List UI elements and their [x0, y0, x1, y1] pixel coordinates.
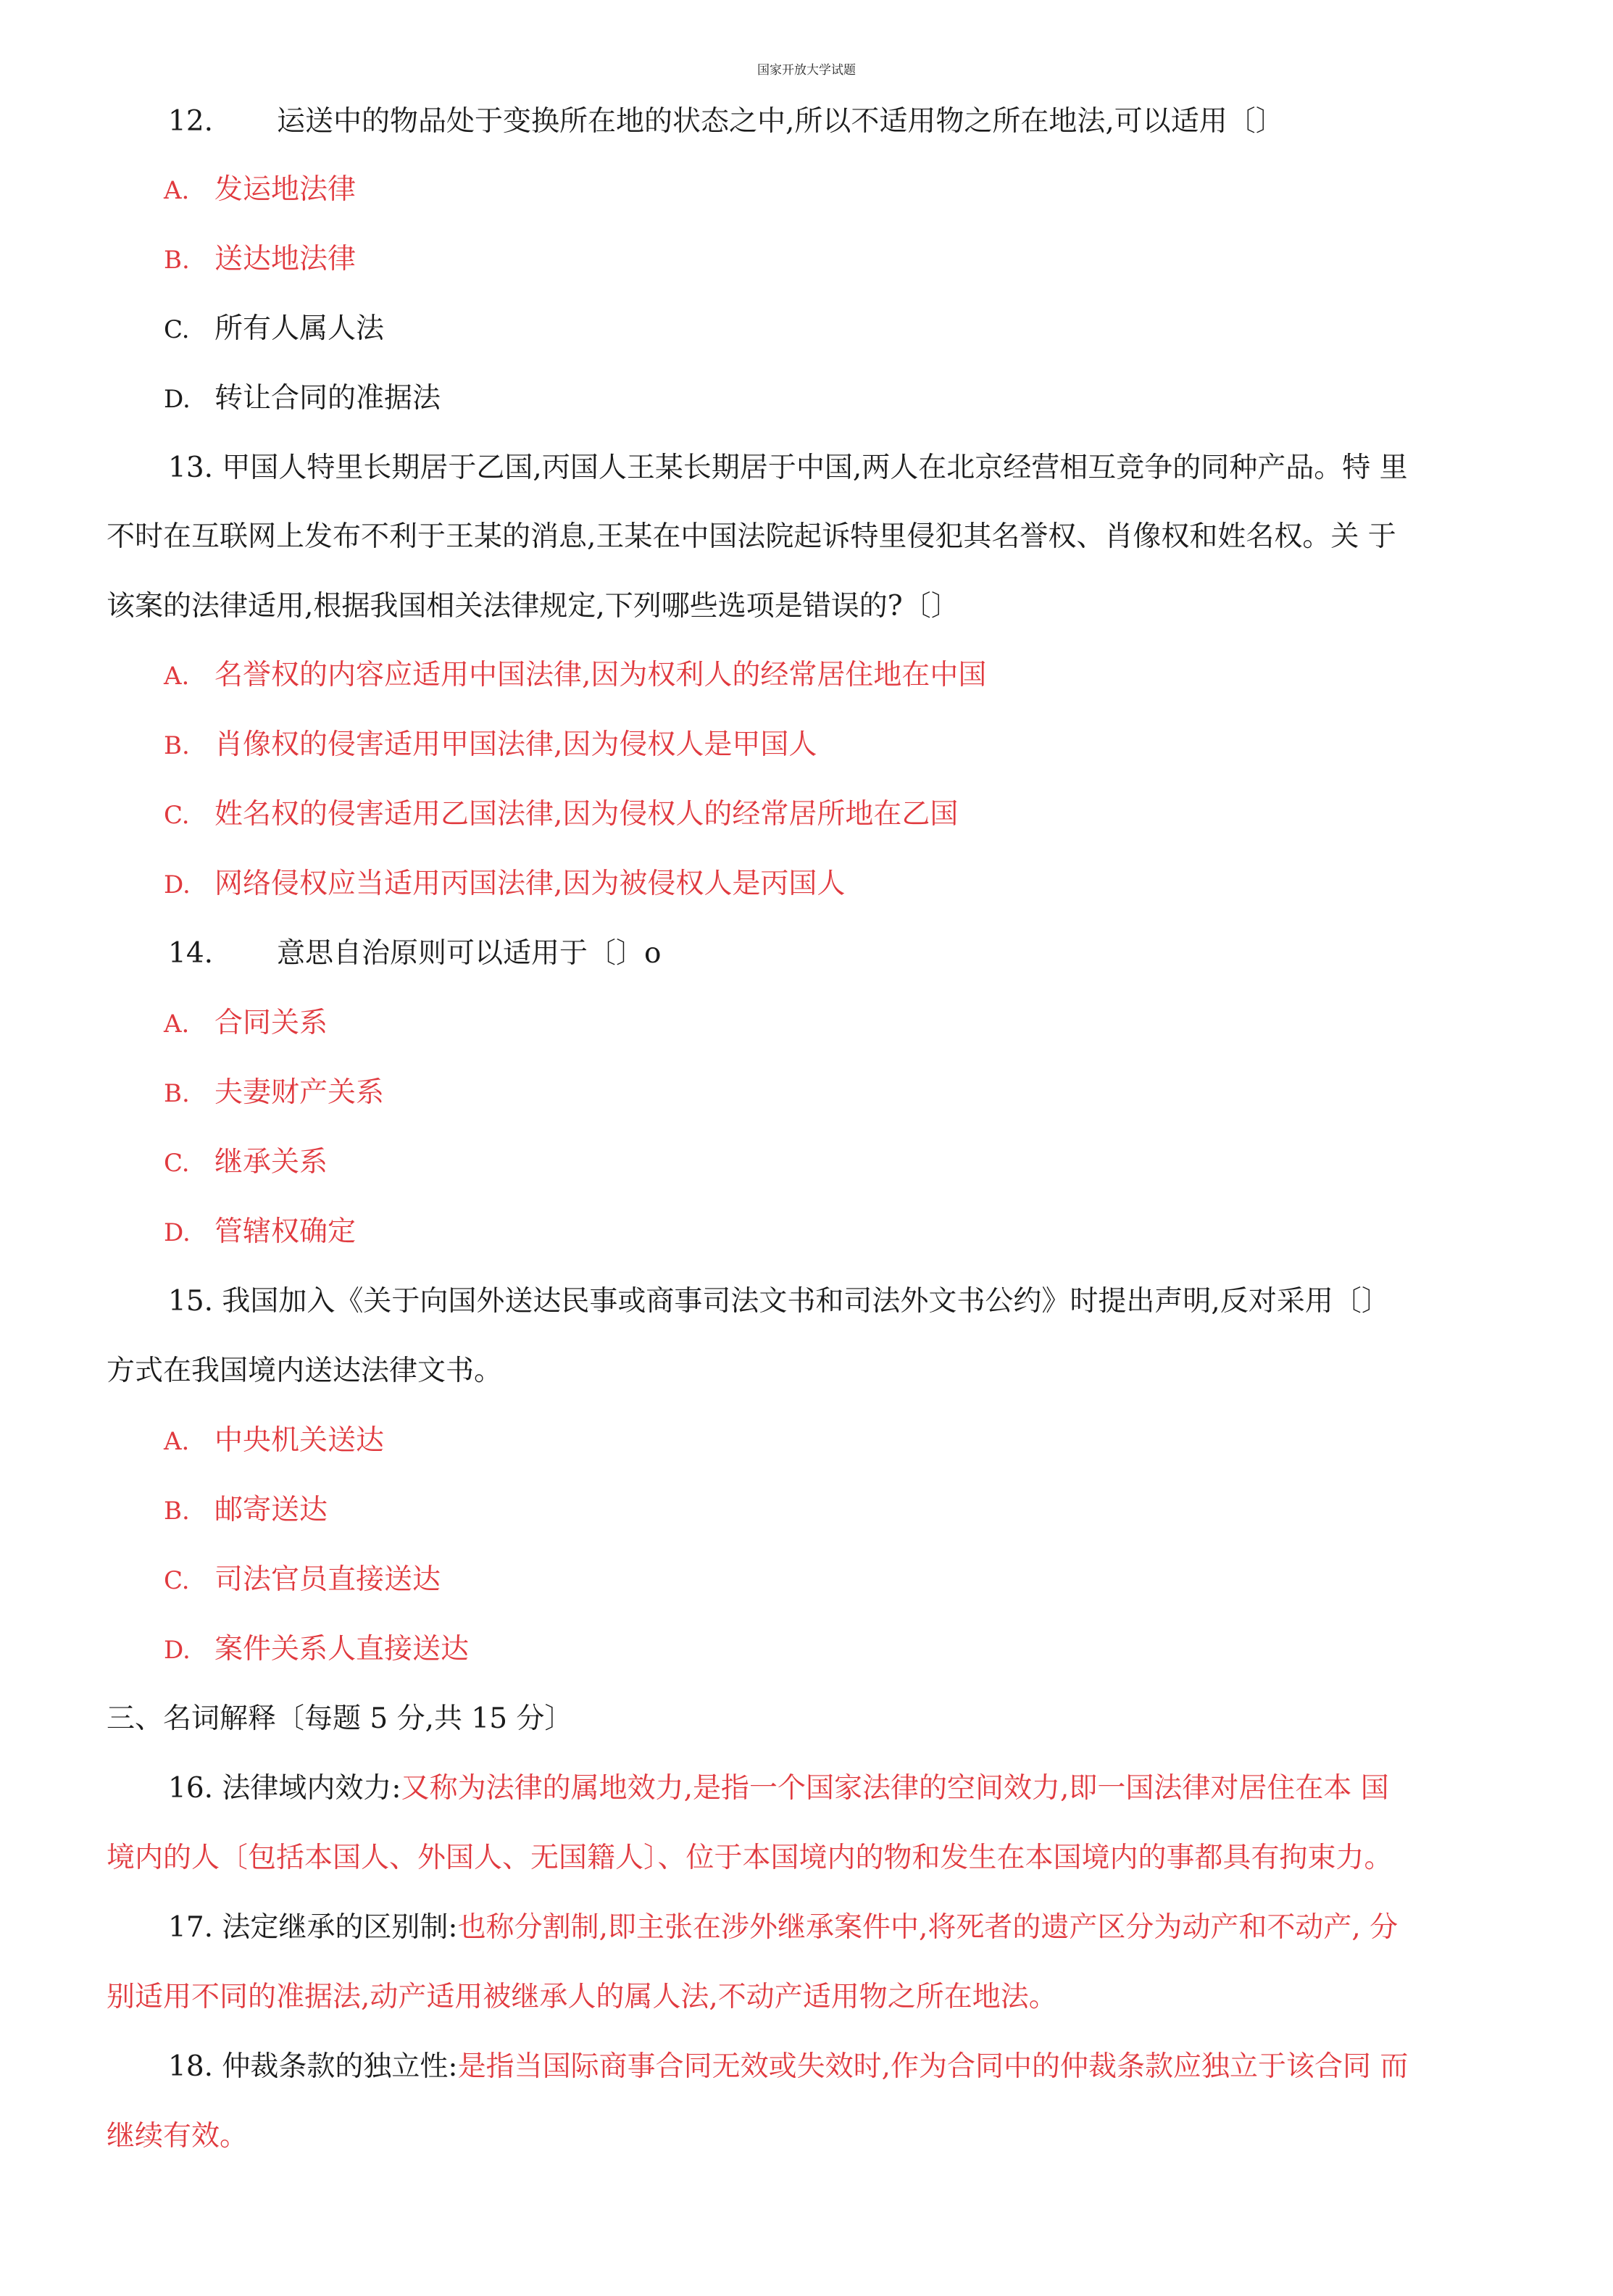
question-number: 14. [168, 937, 214, 970]
term-18-line-2: 继续有效。 [107, 2120, 249, 2152]
question-text: 运送中的物品处于变换所在地的状态之中,所以不适用物之所在地法,可以适用〔〕 [277, 105, 1284, 138]
option-text: 名誉权的内容应适用中国法律,因为权利人的经常居住地在中国 [214, 659, 987, 691]
q12-option-a [164, 172, 356, 209]
option-letter: B. [164, 246, 190, 275]
option-text: 夫妻财产关系 [214, 1076, 385, 1109]
option-letter: D. [164, 385, 191, 414]
q14-option-c [164, 1144, 328, 1181]
q15-option-d [164, 1631, 469, 1668]
option-letter: A. [164, 176, 190, 205]
option-letter: B. [164, 731, 190, 760]
term-17-line-1 [168, 1910, 1398, 1946]
option-letter: A. [164, 1010, 190, 1039]
option-letter: D. [164, 1636, 191, 1665]
term-18-line-1 [168, 2049, 1408, 2085]
term-definition: 又称为法律的属地效力,是指一个国家法律的空间效力,即一国法律对居住在本 国 [401, 1772, 1389, 1805]
option-letter: A. [164, 662, 190, 691]
option-text: 姓名权的侵害适用乙国法律,因为侵权人的经常居所地在乙国 [214, 798, 959, 831]
option-letter: C. [164, 315, 190, 344]
q12-option-d [164, 380, 441, 417]
q15-option-a [164, 1423, 384, 1460]
term-label: 16. 法律域内效力: [168, 1772, 401, 1805]
option-text: 合同关系 [214, 1007, 328, 1039]
option-text: 邮寄送达 [214, 1494, 328, 1526]
option-text: 网络侵权应当适用丙国法律,因为被侵权人是丙国人 [214, 868, 846, 900]
question-15-line-2: 方式在我国境内送达法律文书。 [107, 1355, 503, 1387]
q13-option-d [164, 866, 845, 903]
question-15-line-1: 15. 我国加入《关于向国外送达民事或商事司法文书和司法外文书公约》时提出声明,反对采用〔〕 [168, 1285, 1390, 1318]
option-letter: C. [164, 1566, 190, 1595]
page-header: 国家开放大学试题 [757, 63, 856, 78]
question-13-line-2: 不时在互联网上发布不利于王某的消息,王某在中国法院起诉特里侵犯其名誉权、肖像权和姓名权。关 于 [107, 520, 1396, 553]
option-letter: B. [164, 1497, 190, 1526]
option-letter: D. [164, 870, 191, 899]
q12-option-b [164, 241, 356, 278]
section-heading: 三、名词解释〔每题 5 分,共 15 分〕 [107, 1702, 573, 1735]
term-16-line-1 [168, 1771, 1389, 1807]
q14-option-b [164, 1075, 384, 1112]
question-text: 意思自治原则可以适用于〔〕o [277, 937, 662, 970]
question-13-line-3: 该案的法律适用,根据我国相关法律规定,下列哪些选项是错误的?〔〕 [107, 590, 959, 623]
option-text: 案件关系人直接送达 [214, 1633, 470, 1665]
q13-option-c [164, 796, 958, 833]
option-text: 中央机关送达 [214, 1424, 385, 1457]
question-number: 12. [168, 105, 214, 138]
option-letter: C. [164, 801, 190, 830]
option-text: 送达地法律 [214, 243, 357, 275]
option-text: 继承关系 [214, 1146, 328, 1178]
option-text: 转让合同的准据法 [214, 382, 441, 415]
option-text: 肖像权的侵害适用甲国法律,因为侵权人是甲国人 [214, 728, 817, 761]
option-letter: A. [164, 1427, 190, 1456]
option-letter: D. [164, 1218, 191, 1247]
question-12 [168, 104, 1284, 140]
q12-option-c [164, 311, 384, 348]
term-label: 17. 法定继承的区别制: [168, 1911, 458, 1944]
option-text: 发运地法律 [214, 173, 357, 206]
term-definition: 也称分割制,即主张在涉外继承案件中,将死者的遗产区分为动产和不动产, 分 [457, 1911, 1399, 1944]
q13-option-a [164, 657, 986, 694]
option-letter: B. [164, 1079, 190, 1108]
q14-option-a [164, 1005, 328, 1042]
q15-option-b [164, 1492, 328, 1529]
q14-option-d [164, 1214, 356, 1251]
option-text: 司法官员直接送达 [214, 1563, 441, 1596]
question-14 [168, 936, 661, 972]
term-label: 18. 仲裁条款的独立性: [168, 2050, 458, 2083]
question-13-line-1: 13. 甲国人特里长期居于乙国,丙国人王某长期居于中国,两人在北京经营相互竞争的同种产品。特 里 [168, 452, 1408, 484]
q13-option-b [164, 727, 817, 764]
option-text: 管辖权确定 [214, 1215, 357, 1248]
option-letter: C. [164, 1149, 190, 1178]
term-17-line-2: 别适用不同的准据法,动产适用被继承人的属人法,不动产适用物之所在地法。 [107, 1981, 1057, 2013]
q15-option-c [164, 1562, 441, 1599]
term-definition: 是指当国际商事合同无效或失效时,作为合同中的仲裁条款应独立于该合同 而 [457, 2050, 1409, 2083]
term-16-line-2: 境内的人〔包括本国人、外国人、无国籍人〕、位于本国境内的物和发生在本国境内的事都具有拘束力。 [107, 1842, 1393, 1874]
option-text: 所有人属人法 [214, 312, 385, 345]
